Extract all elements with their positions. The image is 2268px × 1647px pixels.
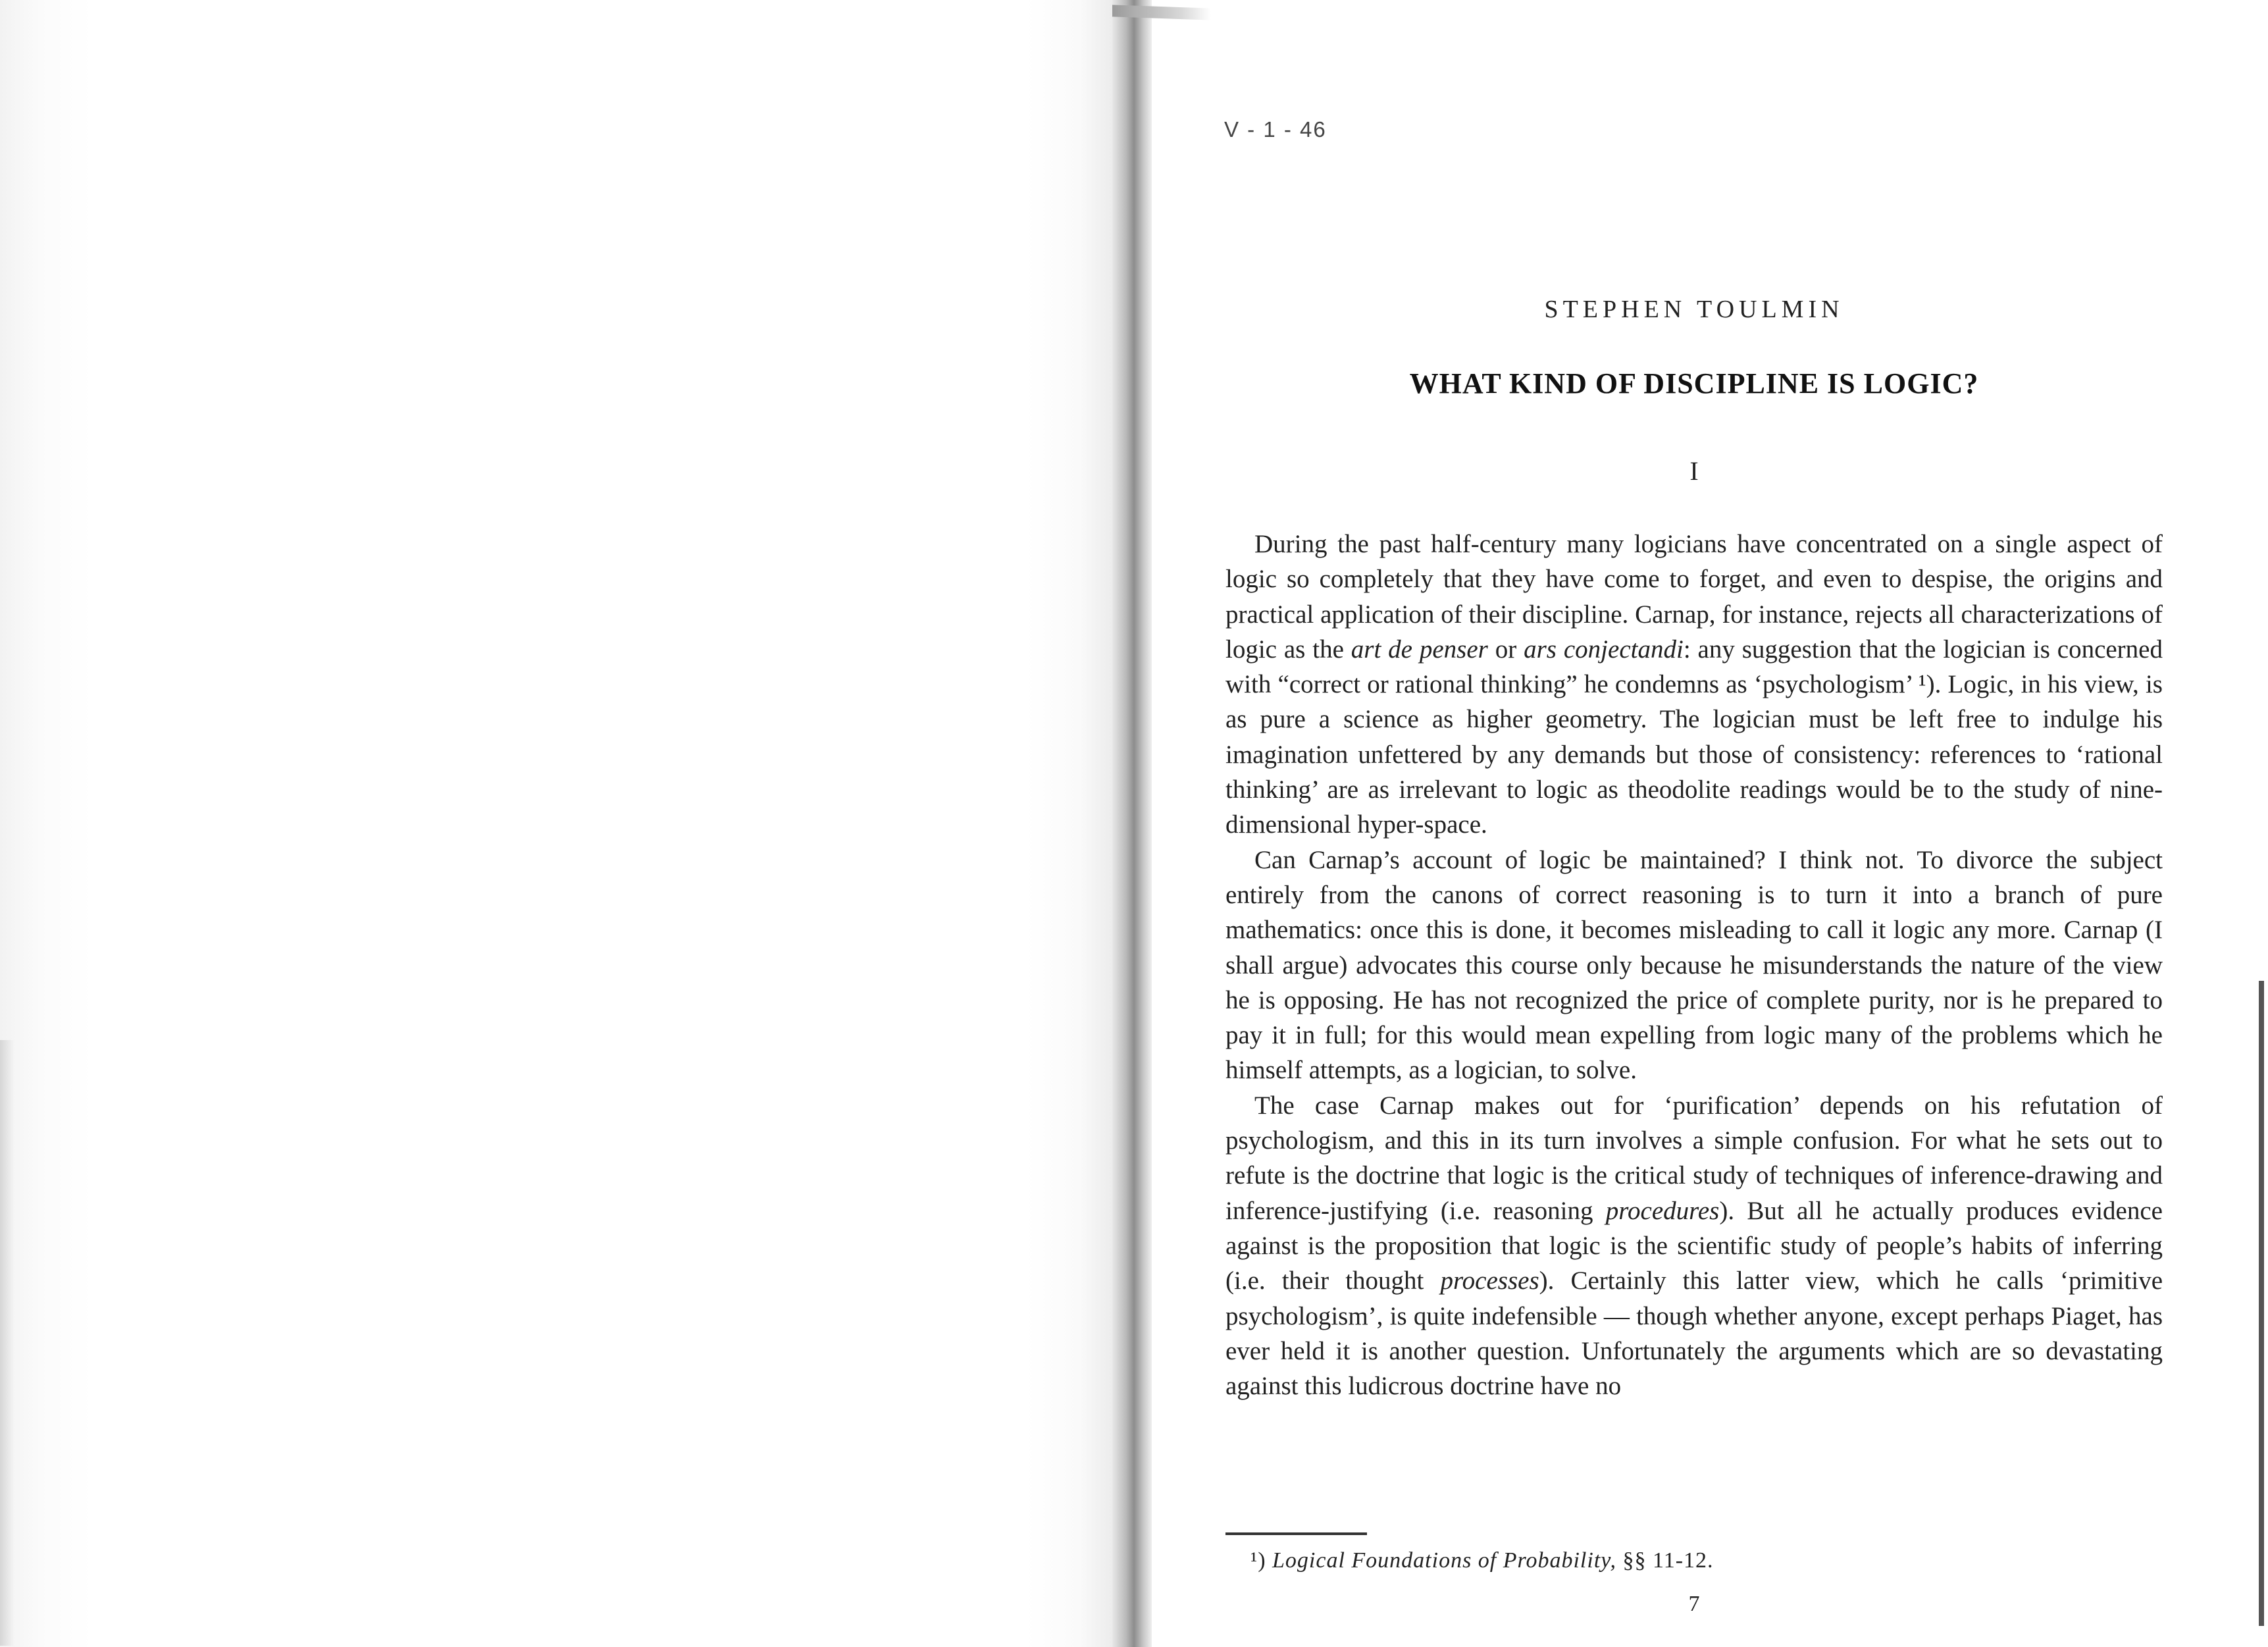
blank-left-page [0,0,1112,1647]
text-run: During the past half-century many logicians have concentrated on a single aspect of logic so completely that they have come to forget, and even to despise, the origins and practical application of their discipline. Carnap, for instance, rejects all characterizations of logic as the [1225,530,2163,664]
body-text [1225,527,2163,1403]
italic-text: processes [1440,1267,1539,1295]
text-run: ). But all he actually produces evidence against is the proposition that logic is the scientific study of people’s habits of inferring (i.e. their thought [1225,1196,2163,1295]
document-reference: V - 1 - 46 [1224,117,1327,142]
text-run: The case Carnap makes out for ‘purification’ depends on his refutation of psychologism, and this in its turn involves a simple confusion. For what he sets out to refute is the doctrine that logic is the critical study of techniques of inference-drawing and inference-justifying (i.e. reasoning [1225,1091,2163,1225]
right-page [1152,0,2268,1647]
text-run: ). Certainly this latter view, which he calls ‘primitive psychologism’, is quite indefensible — though whether anyone, except perhaps Piaget, has ever held it is another question. Unfortunately the arguments which are so devastating against this ludicrous doctrine have no [1225,1267,2163,1401]
text-run: : any suggestion that the logician is concerned with “correct or rational thinking” he condemns as ‘psychologism’ ¹). Logic, in his view, is as pure a science as higher geometry. The logician must be left free to indulge his imagination unfettered by any demands but those of consistency: references to ‘rational thinking’ are as irrelevant to logic as theodolite readings would be to the study of nine-dimensional hyper-space. [1225,635,2163,839]
article-title: WHAT KIND OF DISCIPLINE IS LOGIC? [1409,367,1979,400]
paragraph [1225,843,2163,1088]
paragraph [1225,1088,2163,1404]
page-number: 7 [1688,1592,1700,1616]
footnote-sections: §§ 11-12. [1622,1548,1714,1573]
book-spine-shadow [1112,0,1152,1647]
footnote-marker: ¹) [1250,1548,1266,1573]
italic-text: procedures [1605,1196,1720,1225]
italic-text: ars conjectandi [1524,635,1684,664]
paragraph [1225,527,2163,843]
text-run: Can Carnap’s account of logic be maintained? I think not. To divorce the subject entirely from the canons of correct reasoning is to turn it into a branch of pure mathematics: once this is done, it becomes misleading to call it logic any more. Carnap (I shall argue) advocates this course only because he misunderstands the nature of the view he is opposing. He has not recognized the price of complete purity, nor is he prepared to pay it in full; for this would mean expelling from logic many of the problems which he himself attempts, as a logician, to solve. [1225,845,2163,1085]
footnote-divider [1225,1532,1367,1535]
left-page-edge [0,1040,14,1646]
text-run: or [1487,635,1524,664]
italic-text: art de penser [1351,635,1488,664]
footnote-citation: Logical Foundations of Probability, [1272,1548,1616,1573]
section-number: I [1689,456,1699,486]
footnote [1250,1548,1714,1573]
author-name: STEPHEN TOULMIN [1544,296,1844,323]
